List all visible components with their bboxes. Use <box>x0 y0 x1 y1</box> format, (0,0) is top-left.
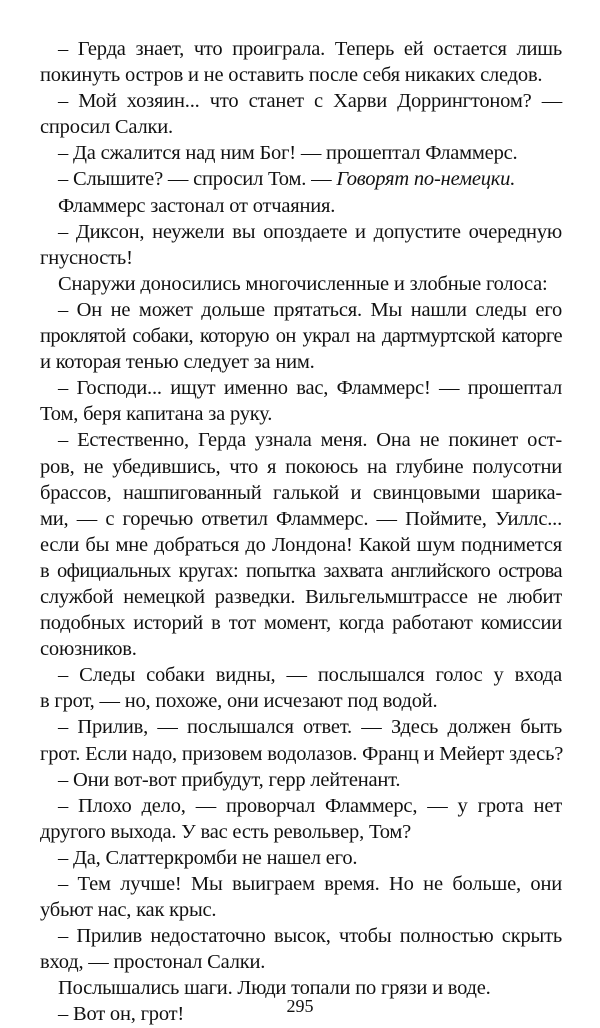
text-line-content: подобных историй в тот момент, когда работают комиссии <box>40 612 562 635</box>
text-line <box>40 323 562 349</box>
text-line-content: – Прилив, — послышался ответ. — Здесь должен быть <box>58 716 562 739</box>
text-line <box>40 636 562 662</box>
text-line <box>40 662 562 688</box>
text-line-content: – Диксон, неужели вы опоздаете и допустите очередную <box>58 220 562 243</box>
text-line-content: – Господи... ищут именно вас, Фламмерс! — прошептал <box>58 377 562 400</box>
text-line-content: – Да сжалится над ним Бог! — прошептал Фламмерс. <box>58 142 518 165</box>
text-line <box>40 454 562 480</box>
text-line-content: – Слышите? — спросил Том. — <box>58 168 337 191</box>
text-line-content: покинуть остров и не оставить после себя никаких следов. <box>40 64 543 87</box>
text-line <box>40 741 562 767</box>
text-line-content: если бы мне добраться до Лондона! Какой шум поднимется <box>40 533 562 556</box>
text-line-content: – Прилив недостаточно высок, чтобы полностью скрыть <box>58 925 562 948</box>
text-line <box>40 558 562 584</box>
text-line-content: ми, — с горечью ответил Фламмерс. — Поймите, Уиллс... <box>40 507 562 530</box>
text-line-content: грот. Если надо, призовем водолазов. Франц и Мейерт здесь? <box>40 742 564 765</box>
text-line-content: Фламмерс застонал от отчаяния. <box>58 194 336 217</box>
text-line <box>40 114 562 140</box>
text-line <box>40 219 562 245</box>
text-line <box>40 793 562 819</box>
text-line <box>40 845 562 871</box>
text-line <box>40 897 562 923</box>
page-number: 295 <box>286 996 314 1016</box>
text-line <box>40 427 562 453</box>
text-line <box>40 610 562 636</box>
text-line-content: в грот, — но, похоже, они исчезают под водой. <box>40 690 438 713</box>
text-line-content: проклятой собаки, которую он украл на дартмуртской каторге <box>40 325 562 348</box>
text-line-content: ров, не убедившись, что я покоюсь на глубине полусотни <box>40 455 562 478</box>
text-line-content: – Герда знает, что проиграла. Теперь ей остается лишь <box>58 38 562 60</box>
text-line <box>40 193 562 219</box>
text-line-content: вход, — простонал Салки. <box>40 951 266 974</box>
text-line <box>40 375 562 401</box>
text-line <box>40 480 562 506</box>
text-line <box>40 62 562 88</box>
text-line-content: Снаружи доносились многочисленные и злобные голоса: <box>58 272 548 295</box>
text-line <box>40 506 562 532</box>
text-line <box>40 819 562 845</box>
text-line <box>40 532 562 558</box>
text-line-content: – Мой хозяин... что станет с Харви Доррингтоном? — <box>58 90 562 113</box>
text-line <box>40 871 562 897</box>
text-line-content: – Естественно, Герда узнала меня. Она не покинет ост- <box>58 429 562 452</box>
text-line-content: – Он не может дольше прятаться. Мы нашли следы его <box>58 298 562 321</box>
text-line <box>40 714 562 740</box>
text-line-content: союзников. <box>40 638 137 661</box>
text-line-content: гнусность! <box>40 246 133 269</box>
text-line <box>40 923 562 949</box>
text-line <box>40 688 562 714</box>
text-line-content: в официальных кругах: попытка захвата английского острова <box>40 559 562 582</box>
text-line <box>40 271 562 297</box>
page-body <box>40 36 562 1028</box>
text-line-content: убьют нас, как крыс. <box>40 899 217 922</box>
text-line <box>40 949 562 975</box>
text-line <box>40 166 562 192</box>
text-line <box>40 245 562 271</box>
text-line <box>40 88 562 114</box>
text-line <box>40 584 562 610</box>
text-line <box>40 767 562 793</box>
text-line-content: другого выхода. У вас есть револьвер, Том? <box>40 820 412 843</box>
text-line-content: Послышались шаги. Люди топали по грязи и воде. <box>58 977 491 1000</box>
text-line-content: – Да, Слаттеркромби не нашел его. <box>58 846 358 869</box>
text-line-content: – Они вот-вот прибудут, герр лейтенант. <box>58 768 401 791</box>
text-line-content: службой немецкой разведки. Вильгельмштрассе не любит <box>40 585 562 608</box>
text-line <box>40 140 562 166</box>
text-line-content: – Вот он, грот! <box>58 1003 185 1026</box>
text-line-content: и которая тенью следует за ним. <box>40 351 315 374</box>
text-line-content: – Тем лучше! Мы выиграем время. Но не больше, они <box>58 873 562 895</box>
text-line-content: Том, беря капитана за руку. <box>40 403 273 426</box>
text-line-content: спросил Салки. <box>40 116 173 139</box>
italic-text: Говорят по-немецки. <box>336 168 516 191</box>
text-line-content: – Плохо дело, — проворчал Фламмерс, — у грота нет <box>58 794 562 817</box>
text-line <box>40 401 562 427</box>
text-line-content: брассов, нашпигованный галькой и свинцовыми шарика- <box>40 481 562 504</box>
text-line <box>40 36 562 62</box>
text-line <box>40 349 562 375</box>
text-line <box>40 297 562 323</box>
text-line-content: – Следы собаки видны, — послышался голос у входа <box>58 664 562 687</box>
